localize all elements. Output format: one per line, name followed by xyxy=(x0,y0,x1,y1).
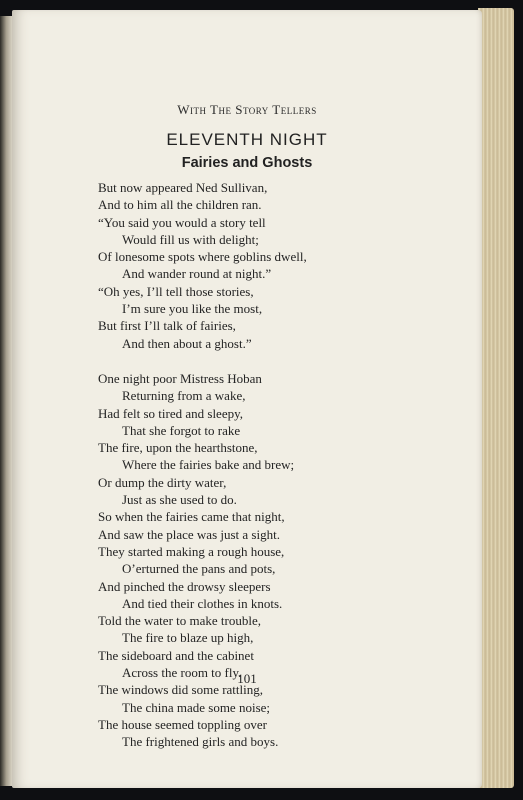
poem-line: I’m sure you like the most, xyxy=(122,301,263,317)
poem-line: “You said you would a story tell xyxy=(98,214,266,230)
poem-line: Told the water to make trouble, xyxy=(98,613,261,629)
poem-line: Across the room to fly. xyxy=(122,665,242,681)
poem-line: The windows did some rattling, xyxy=(98,682,264,698)
poem-line: And saw the place was just a sight. xyxy=(98,526,280,542)
poem-line: The frightened girls and boys. xyxy=(122,734,279,750)
poem-line: Where the fairies bake and brew; xyxy=(122,457,295,473)
poem-line: Of lonesome spots where goblins dwell, xyxy=(98,249,307,265)
poem-line: O’erturned the pans and pots, xyxy=(122,561,276,577)
page-number: 101 xyxy=(237,671,257,686)
book-page xyxy=(12,10,482,788)
poem-line: Returning from a wake, xyxy=(122,388,246,404)
poem-line: And pinched the drowsy sleepers xyxy=(98,578,271,594)
poem-line: Or dump the dirty water, xyxy=(98,474,227,490)
poem-line: That she forgot to rake xyxy=(122,422,241,438)
poem-line: The sideboard and the cabinet xyxy=(98,647,254,663)
poem-body xyxy=(98,179,478,751)
poem-line: But first I’ll talk of fairies, xyxy=(98,318,236,334)
poem-line: The china made some noise; xyxy=(122,699,271,715)
poem-line: Had felt so tired and sleepy, xyxy=(98,405,243,421)
poem-line: The fire, upon the hearthstone, xyxy=(98,440,258,456)
poem-line: And wander round at night.” xyxy=(122,266,272,282)
section-subtitle: Fairies and Ghosts xyxy=(181,155,313,171)
chapter-title: ELEVENTH NIGHT xyxy=(166,130,328,149)
poem-stanza xyxy=(98,370,478,751)
page-stack-edge xyxy=(478,8,514,788)
poem-line: The fire to blaze up high, xyxy=(122,630,254,646)
poem-line: And then about a ghost.” xyxy=(122,335,252,351)
poem-line: Just as she used to do. xyxy=(122,492,237,508)
poem-line: So when the fairies came that night, xyxy=(98,509,285,525)
poem-line: “Oh yes, I’ll tell those stories, xyxy=(98,283,254,299)
poem-line: Would fill us with delight; xyxy=(122,231,259,247)
poem-line: The house seemed toppling over xyxy=(98,716,267,732)
poem-line: One night poor Mistress Hoban xyxy=(98,370,262,386)
poem-line: But now appeared Ned Sullivan, xyxy=(98,180,268,195)
poem-line: They started making a rough house, xyxy=(98,543,285,559)
running-head: With The Story Tellers xyxy=(177,102,317,117)
poem-line: And to him all the children ran. xyxy=(98,197,262,213)
poem-line: And tied their clothes in knots. xyxy=(122,595,283,611)
poem-stanza xyxy=(98,179,478,352)
